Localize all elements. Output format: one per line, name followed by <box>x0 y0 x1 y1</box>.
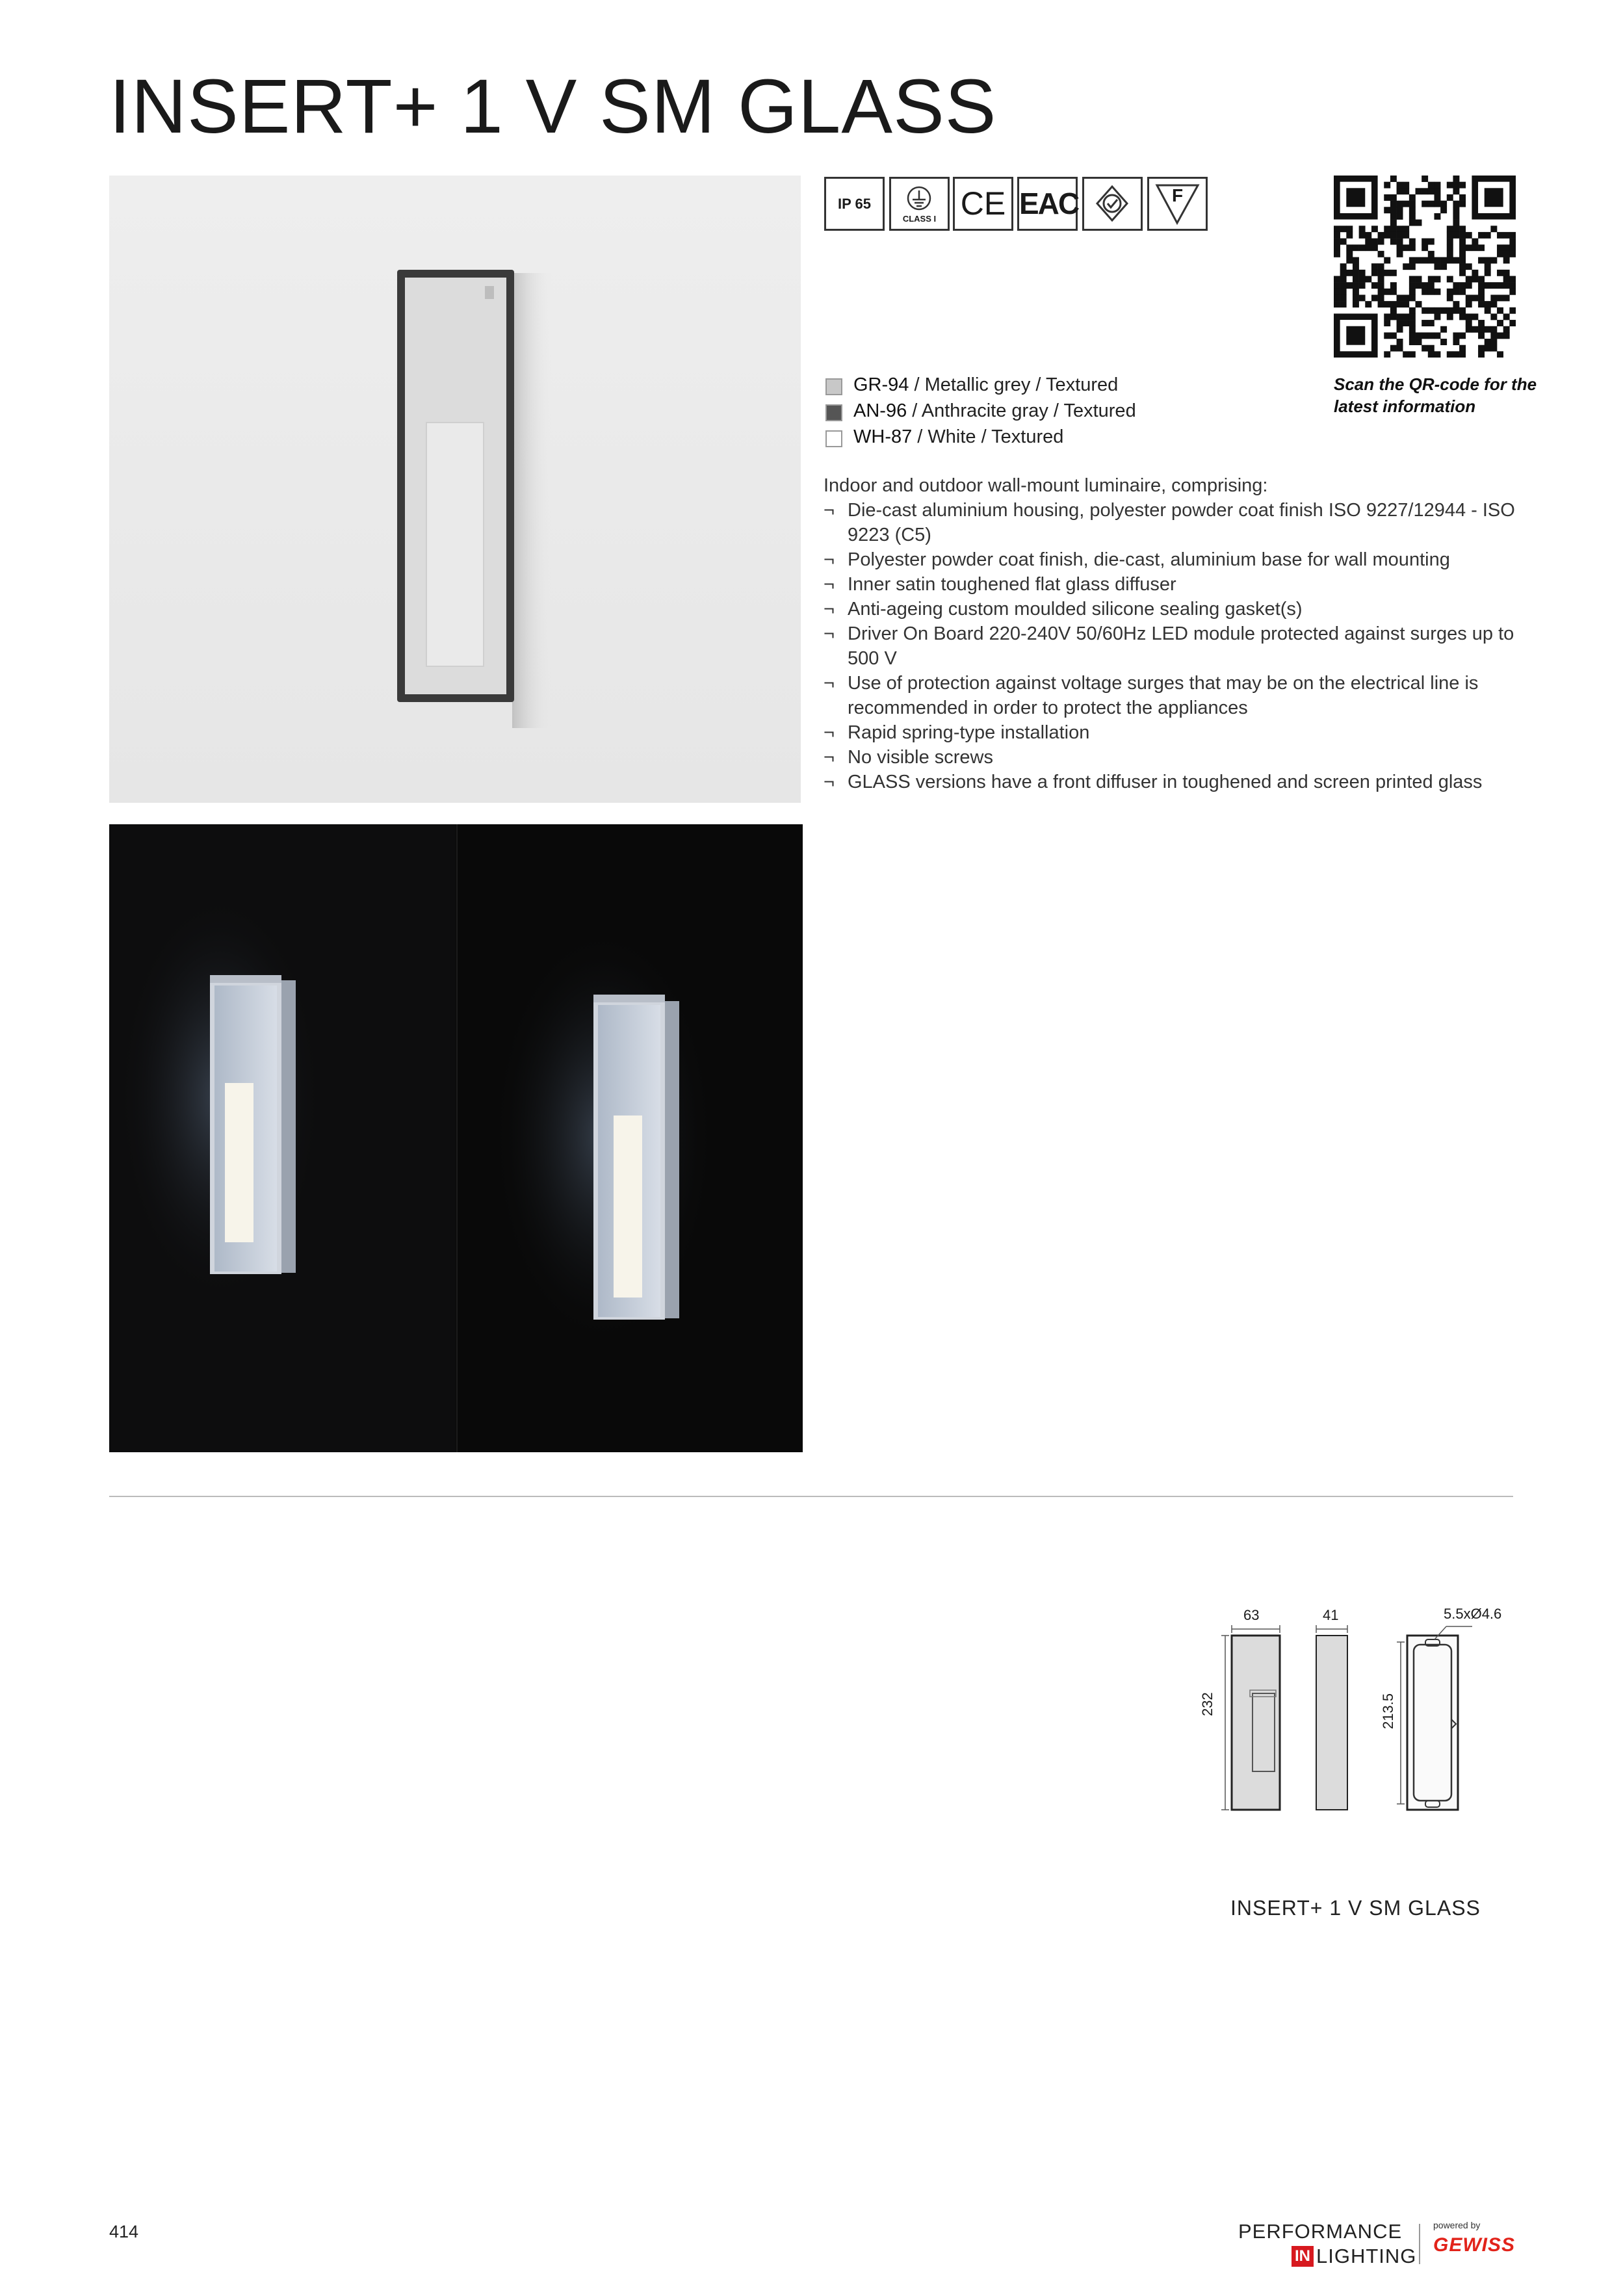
product-photo-light <box>109 176 801 803</box>
page-title: INSERT+ 1 V SM GLASS <box>109 64 997 150</box>
swatch-wh-87 <box>825 430 842 447</box>
description-intro: Indoor and outdoor wall-mount luminaire, comprising: <box>824 475 1268 496</box>
dimension-hole-spacing: 213.5 <box>1380 1693 1396 1729</box>
color-an-96: AN-96 / Anthracite gray / Textured <box>853 400 1136 421</box>
dimension-height: 232 <box>1199 1692 1215 1716</box>
dimension-depth: 41 <box>1323 1607 1339 1623</box>
feature-item: ¬ Anti-ageing custom moulded silicone sealing gasket(s) <box>824 599 1303 620</box>
feature-item: ¬ Die-cast aluminium housing, polyester powder coat finish ISO 9227/12944 - ISO 9223 (C5) <box>824 500 1515 545</box>
feature-item: ¬ Inner satin toughened flat glass diffuser <box>824 574 1176 595</box>
dimension-hole: 5.5xØ4.6 <box>1444 1606 1502 1622</box>
feature-item: ¬ Rapid spring-type installation <box>824 722 1090 743</box>
class-i-icon: CLASS I <box>889 177 950 231</box>
color-gr-94: GR-94 / Metallic grey / Textured <box>853 374 1119 395</box>
section-divider <box>109 1496 1513 1497</box>
technical-drawing <box>1199 1606 1502 1823</box>
brand-performance: PERFORMANCE <box>1238 2220 1403 2243</box>
dimension-width: 63 <box>1243 1607 1260 1623</box>
brand-logo <box>1238 2219 1518 2271</box>
dimension-drawing <box>1199 1606 1498 1820</box>
luminaire-illustration <box>109 176 801 803</box>
brand-separator <box>1419 2224 1420 2264</box>
feature-item: ¬ No visible screws <box>824 747 993 768</box>
feature-item: ¬ Driver On Board 220-240V 50/60Hz LED module protected against surges up to 500 V <box>824 623 1514 669</box>
brand-in-badge: IN <box>1292 2246 1314 2267</box>
rcm-triangle-icon <box>1084 179 1141 229</box>
feature-item: ¬ Polyester powder coat finish, die-cast, aluminium base for wall mounting <box>824 549 1450 570</box>
swatch-gr-94 <box>825 378 842 395</box>
rcm-mark-icon <box>1082 177 1143 231</box>
feature-list <box>824 498 1526 794</box>
feature-item: ¬ Use of protection against voltage surges that may be on the electrical line is recommended in order to protect the appliances <box>824 673 1479 718</box>
brand-gewiss: GEWISS <box>1433 2234 1516 2256</box>
swatch-an-96 <box>825 404 842 421</box>
f-mark-icon: F <box>1147 177 1208 231</box>
qr-code-icon[interactable] <box>1334 176 1516 358</box>
brand-lighting: LIGHTING <box>1316 2245 1417 2267</box>
qr-code[interactable] <box>1334 176 1516 361</box>
feature-item: ¬ GLASS versions have a front diffuser in toughened and screen printed glass <box>824 772 1483 792</box>
eac-mark-icon: EAC <box>1017 177 1078 231</box>
brand-powered-by: powered by <box>1433 2220 1481 2230</box>
color-wh-87: WH-87 / White / Textured <box>853 426 1064 447</box>
ce-mark-icon: CE <box>953 177 1013 231</box>
qr-caption: Scan the QR-code for the latest information <box>1334 374 1537 416</box>
page-number: 414 <box>109 2222 139 2241</box>
product-photo-dark <box>109 824 803 1452</box>
ip-rating-icon: IP 65 <box>824 177 885 231</box>
drawing-caption: INSERT+ 1 V SM GLASS <box>1230 1896 1481 1920</box>
luminaire-lit-illustration <box>109 824 803 1452</box>
